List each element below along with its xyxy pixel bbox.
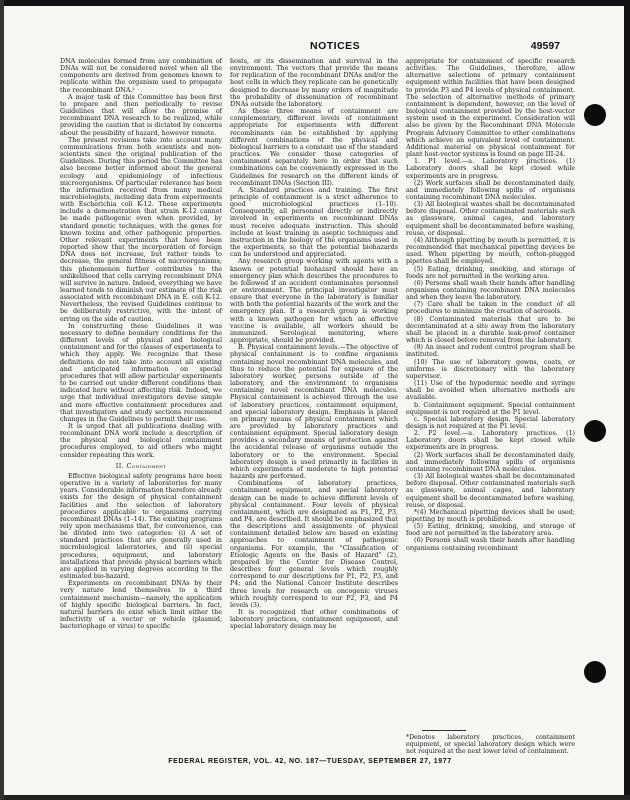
list-item: (6) Persons shall wash their hands after handling organisms containing recombinant (406, 537, 575, 552)
paragraph: As these three means of containment are complementary, different levels of containment appropriate for experiments with different recombinants can be established by applying different combinations of the physical and biological barriers to a constant use of the standard practices. We consider these categories of containment separately here in order that such combinations can be conveniently expressed in the Guidelines for research on the different kinds of recombinant DNAs (Section III). (230, 108, 398, 187)
list-item: (9) An insect and rodent control program shall be instituted. (406, 344, 575, 359)
list-item: (3) All biological wastes shall be decontaminated before disposal. Other contaminated materials such as glassware, animal cages, and laboratory equipment shall be decontaminated before washing, reuse, or disposal. (406, 201, 575, 237)
text-column-1 (60, 58, 222, 630)
list-item: b. Containment equipment. Special containment equipment is not required at the P1 level. (406, 401, 575, 416)
list-item: (8) Contaminated materials that are to be decontaminated at a site away from the laboratory shall be placed in a durable leak-proof container which is closed before removal from the laboratory. (406, 315, 575, 345)
scan-edge-right (624, 0, 630, 800)
list-item: (2) Work surfaces shall be decontaminated daily, and immediately following spills of organisms containing recombinant DNA molecules. (406, 451, 575, 473)
footnote: *Denotes laboratory practices, containment equipment, or special laboratory design which were not required at the next lower level of containment. (406, 734, 575, 755)
list-item: c. Special laboratory design. Special laboratory design is not required at the P1 level. (406, 415, 575, 430)
section-heading: II. Containment (115, 461, 167, 470)
list-item: (11) Use of the hypodermic needle and syringe shall be avoided when alternative methods are available. (406, 380, 575, 402)
list-item: (3) All biological wastes shall be decontaminated before disposal. Other contaminated materials such as glassware, animal cages, and laboratory equipment shall be decontaminated before washing, reuse, or disposal. (406, 473, 575, 509)
section-title: NOTICES (310, 40, 361, 52)
paragraph: DNA molecules formed from any combination of DNAs will not be considered novel when all the components are derived from genomes known to replicate within the organism used to propagate the recombinant DNA.¹ (60, 58, 222, 94)
text-column-2 (230, 58, 398, 631)
text-column-3 (406, 58, 575, 552)
page-number: 49597 (530, 40, 560, 52)
list-item: *(4) Mechanical pipetting devices shall be used; pipetting by mouth is prohibited. (406, 508, 575, 523)
paragraph: Experiments on recombinant DNAs by their very nature lend themselves to a third containment mechanism—namely, the application of highly specific biological barriers. In fact, natural barriers do exist which limit either the infectivity of a vector or vehicle (plasmid, bacteriophage or virus) to specific (60, 580, 222, 631)
list-item: 2. P2 level.—a. Laboratory practices. (1) Laboratory doors shall be kept closed while experiments are in progress. (406, 430, 575, 452)
paragraph: appropriate for containment of specific research activities. The Guidelines, therefore, allow alternative selections of primary containment equipment within facilities that have been designed to provide P3 and P4 levels of physical containment. The selection of alternative methods of primary containment is dependent, however, on the level of biological containment provided by the host-vector system used in the experiment. Consideration will also be given by the Recombinant DNA Molecule Program Advisory Committee to other combinations which achieve an equivalent level of containment. Additional material on physical containment for plant host-vector systems is found on page III-24. (406, 58, 575, 159)
list-item: 1. P1 level.—a. Laboratory practices. (1) Laboratory doors shall be kept closed while experiments are in progress. (406, 158, 575, 180)
page-footer: FEDERAL REGISTER, VOL. 42, NO. 187—TUESDAY, SEPTEMBER 27, 1977 (168, 758, 452, 765)
paragraph: Any research group working with agents with a known or potential biohazard should have an emergency plan which describes the procedures to be followed if an accident contaminates personnel or environment. The principal investigator must ensure that everyone in the laboratory is familiar with both the potential hazards of the work and the emergency plan. If a research group is working with a known pathogen for which an effective vaccine is available, all workers should be immunized. Serological monitoring, where appropriate, should be provided. (230, 258, 398, 345)
binder-hole-icon (584, 104, 606, 126)
paragraph: It is recognized that other combinations of laboratory practices, containment equipment, and special laboratory design may be (230, 609, 398, 631)
list-item: (5) Eating, drinking, smoking, and storage of foods are not permitted in the working area. (406, 265, 575, 280)
footnote-rule (422, 730, 466, 731)
list-item: (7) Care shall be taken in the conduct of all procedures to minimize the creation of aerosols. (406, 301, 575, 316)
paragraph: B. Physical containment levels.—The objective of physical containment is to confine organisms containing novel recombinant DNA molecules, and thus to reduce the potential for exposure of the laboratory worker, persons outside of the laboratory, and the environment to organisms containing novel recombinant DNA molecules. Physical containment is achieved through the use of laboratory practices, containment equipment, and special laboratory design. Emphasis is placed on primary means of physical containment which are provided by laboratory practices and containment equipment. Special laboratory design provides a secondary means of protection against the accidental release of organisms outside the laboratory or to the environment. Special laboratory design is used primarily in facilities in which experiments of moderate to high potential hazards are performed. (230, 344, 398, 481)
paragraph: The present revisions take into account many communications from both scientists and non-scientists since the original publication of the Guidelines. During this period the Committee has also become better informed about the general ecology and epidemiology of infectious microorganisms. Of particular relevance has been the information received from many medical microbiologists, including data from experiments with Escherichia coli K-12. These experiments include a demonstration that strain K-12 cannot be made pathogenic even when provided, by standard genetic techniques, with the genes for known toxins and other pathogenic properties. Other relevant experiments that have been reported show that the incorporation of foreign DNA does not increase, but rather tends to decrease, the general fitness of microorganisms; this phenomenon further contributes to the unlikelihood that cells carrying recombinant DNA will survive in nature. Indeed, everything we have learned tends to diminish our estimate of the risk associated with recombinant DNA in E. coli K-12. Nevertheless, the revised Guidelines continue to be deliberately restrictive, with the intent of erring on the side of caution. (60, 136, 222, 323)
paragraph: Effective biological safety programs have been operative in a variety of laboratories for many years. Considerable information therefore already exists for the design of physical containment facilities and the selection of laboratory procedures applicable to organisms carrying recombinant DNAs (1–14). The existing programs rely upon mechanisms that, for convenience, can be divided into two categories: (i) A set of standard practices that are generally used in microbiological laboratories, and (ii) special procedures, equipment, and laboratory installations that provide physical barriers which are applied in varying degrees according to the estimated bio-hazard. (60, 472, 222, 581)
paragraph: hosts, or its dissemination and survival in the environment. The vectors that provide the means for replication of the recombinant DNAs and/or the host cells in which they replicate can be genetically designed to decrease by many orders of magnitude the probability of dissemination of recombinant DNAs outside the laboratory. (230, 58, 398, 108)
paragraph: A major task of this Committee has been first to prepare and then periodically to revise Guidelines that will allow the promise of recombinant DNA research to be realized, while providing the caution that is dictated by concerns about the possibility of hazard, however remote. (60, 93, 222, 137)
scan-edge-top (0, 0, 630, 6)
scan-edge-left (0, 0, 4, 800)
list-item: (4) Although pipetting by mouth is permitted, it is recommended that mechanical pipetting devices be used. When pipetting by mouth, cotton-plugged pipettes shall be employed. (406, 236, 575, 266)
binder-hole-icon (584, 661, 606, 683)
paragraph: In constructing these Guidelines it was necessary to define boundary conditions for the different levels of physical and biological containment and for the classes of experiments to which they apply. We recognize that these definitions do not take into account all existing and anticipated information on special procedures that will allow particular experiments to be carried out under different conditions than indicated here without affecting risk. Indeed, we urge that individual investigators devise simple and more effective containment procedures and that investigators and study sections recommend changes in the Guidelines to permit their use. (60, 322, 222, 423)
list-item: (10) The use of laboratory gowns, coats, or uniforms is discretionary with the laboratory supervisor. (406, 358, 575, 380)
list-item: (5) Eating, drinking, smoking, and storage of food are not permitted in the laboratory area. (406, 523, 575, 538)
list-item: (6) Persons shall wash their hands after handling organisms containing recombinant DNA molecules and when they leave the laboratory. (406, 279, 575, 302)
list-item: (2) Work surfaces shall be decontaminated daily, and immediately following spills of organisms containing recombinant DNA molecules. (406, 179, 575, 201)
scan-edge-bottom (0, 795, 630, 800)
paragraph: Combinations of laboratory practices, containment equipment, and special laboratory design can be made to achieve different levels of physical containment. Four levels of physical containment, which are designated as P1, P2, P3, and P4, are described. It should be emphasized that the descriptions and assignments of physical containment detailed below are based on existing approaches to containment of pathogenic organisms. For example, the "Classification of Etiologic Agents on the Basis of Hazard" (2), prepared by the Center for Disease Control, describes four general levels which roughly correspond to our descriptions for P1, P2, P3, and P4; and the National Cancer Institute describes three levels for research on oncogenic viruses which roughly correspond to our P2, P3, and P4 levels (3). (230, 480, 398, 609)
binder-hole-icon (584, 420, 606, 442)
paragraph: It is urged that all publications dealing with recombinant DNA work include a description of the physical and biological containment procedures employed, to aid others who might consider repeating this work. (60, 422, 222, 459)
page-header (60, 40, 560, 54)
paragraph: A. Standard practices and training. The first principle of containment is a strict adherence to good microbiological practices (1–10). Consequently, all personnel directly or indirectly involved in experiments on recombinant DNAs must receive adequate instruction. This should include at least training in aseptic techniques and instruction in the biology of the organisms used in the experiments, so that the potential biohazards can be understood and appreciated. (230, 186, 398, 259)
